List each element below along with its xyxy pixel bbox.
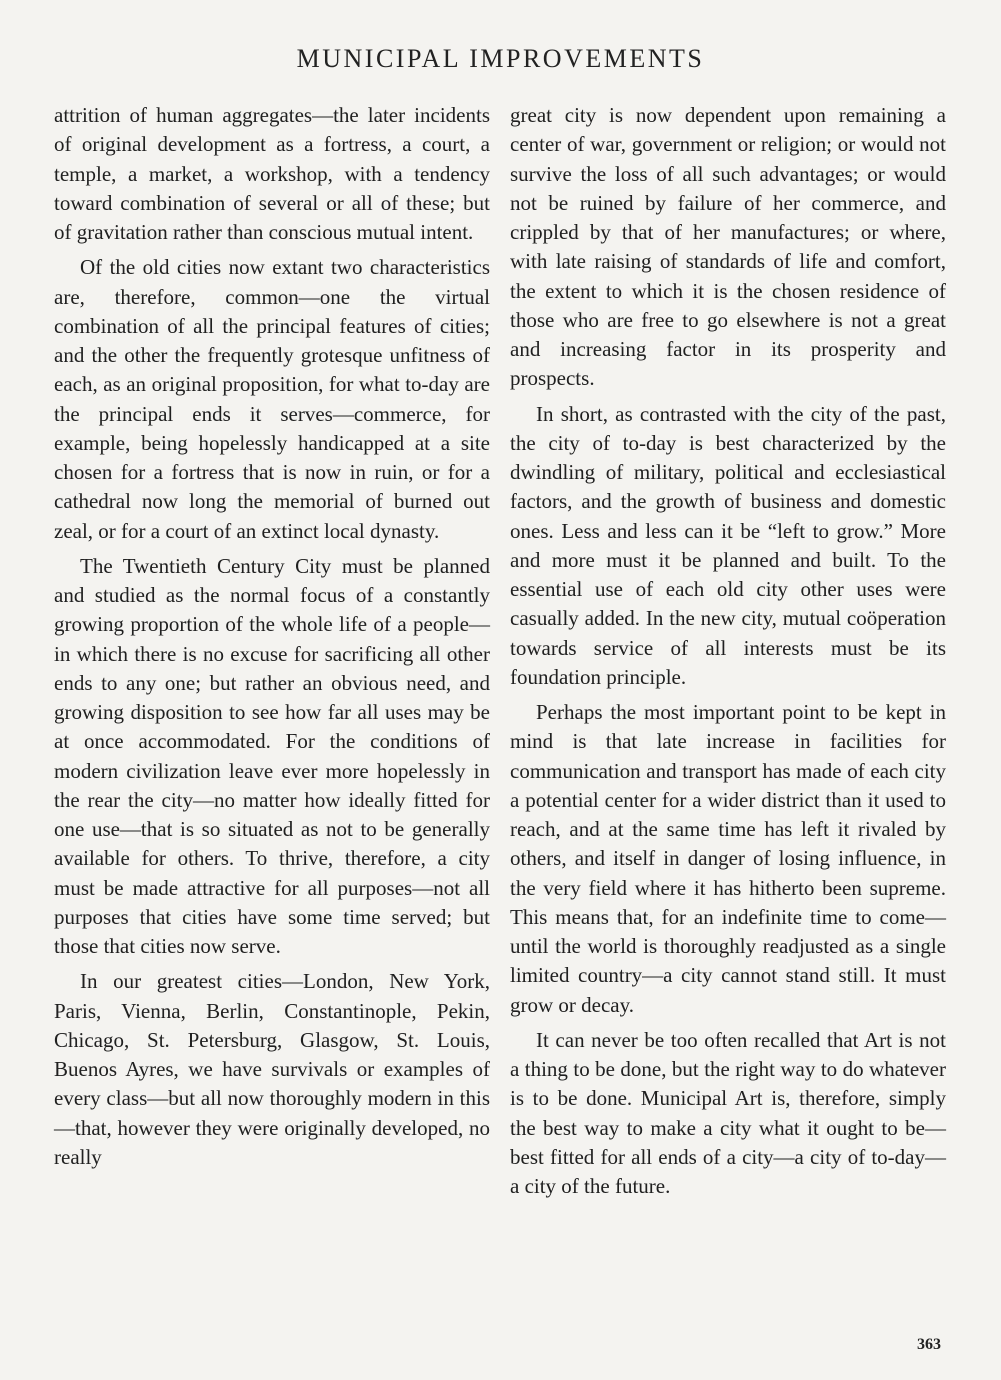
- paragraph: great city is now dependent upon remaining a center of war, government or religion; or would not survive the loss of all such advantages; or would not be ruined by failure of her commerce, and crippled by that of her manufactures; or where, with late raising of standards of life and comfort, the extent to which it is the chosen residence of those who are free to go elsewhere is not a great and increasing factor in its prosperity and prospects.: [510, 103, 946, 391]
- paragraph: Perhaps the most important point to be kept in mind is that late increase in facilities for communication and transport has made of each city a potential center for a wider district than it used to reach, and at the same time has left it rivaled by others, and itself in danger of losing influence, in the very field where it has hitherto been supreme. This means that, for an indefinite time to come—until the world is thoroughly readjusted as a single limited country—a city cannot stand still. It must grow or decay.: [510, 700, 946, 1017]
- paragraph: Of the old cities now extant two characteristics are, therefore, common—one the virtual combination of all the principal features of cities; and the other the frequently grotesque unfitness of each, as an original proposition, for what to-day are the principal ends it serves—commerce, for example, being hopelessly handicapped at a site chosen for a fortress that is now in ruin, or for a cathedral now long the memorial of burned out zeal, or for a court of an extinct local dynasty.: [54, 255, 490, 543]
- paragraph: In our greatest cities—London, New York, Paris, Vienna, Berlin, Constantinople, Pekin, Chicago, St. Petersburg, Glasgow, St. Louis, Buenos Ayres, we have survivals or examples of every class—but all now thoroughly modern in this—that, however they were originally developed, no really: [54, 969, 490, 1169]
- paragraph: It can never be too often recalled that Art is not a thing to be done, but the right way to do whatever is to be done. Municipal Art is, therefore, simply the best way to make a city what it ought to be—best fitted for all ends of a city—a city of to-day—a city of the future.: [510, 1027, 946, 1198]
- page-number: 363: [917, 1336, 941, 1353]
- right-column: [510, 101, 946, 1207]
- paragraph: The Twentieth Century City must be planned and studied as the normal focus of a constantly growing proportion of the whole life of a people—in which there is no excuse for sacrificing all other ends to any one; but rather an obvious need, and growing disposition to see how far all uses may be at once accommodated. For the conditions of modern civilization leave ever more hopelessly in the rear the city—no matter how ideally fitted for one use—that is so situated as not to be generally available for others. To thrive, therefore, a city must be made attractive for all purposes—not all purposes that cities have some time served; but those that cities now serve.: [54, 553, 490, 958]
- left-column: [54, 101, 490, 1178]
- paragraph: In short, as contrasted with the city of the past, the city of to-day is best characterized by the dwindling of military, political and ecclesiastical factors, and the growth of business and domestic ones. Less and less can it be “left to grow.” More and more must it be planned and built. To the essential use of each old city other uses were casually added. In the new city, mutual coöperation towards service of all interests must be its foundation principle.: [510, 401, 946, 689]
- paragraph: attrition of human aggregates—the later incidents of original development as a fortress, a court, a temple, a market, a workshop, with a tendency toward combination of several or all of these; but of gravitation rather than conscious mutual intent.: [54, 103, 490, 244]
- running-title: MUNICIPAL IMPROVEMENTS: [296, 44, 705, 73]
